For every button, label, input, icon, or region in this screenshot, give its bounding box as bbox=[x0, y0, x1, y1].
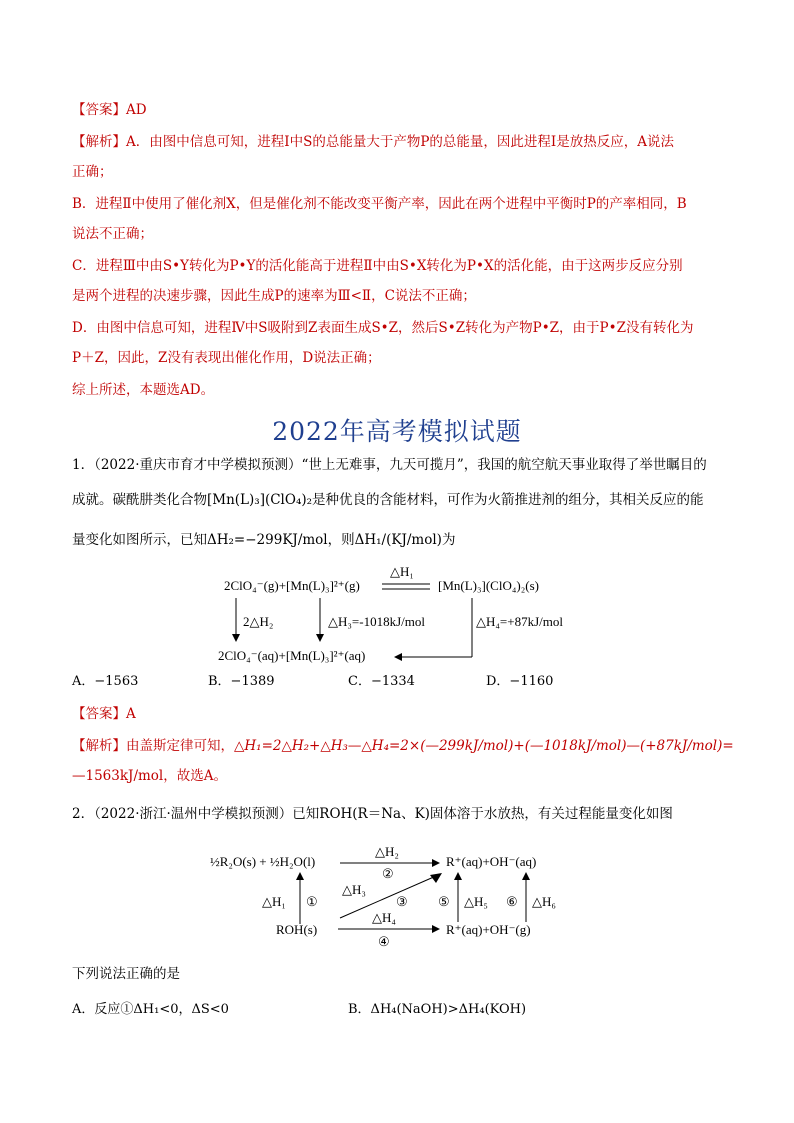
q1-option-c[interactable]: C．−1334 bbox=[348, 674, 415, 689]
q1-dh4-label: △H₄=+87kJ/mol bbox=[476, 614, 563, 629]
q2-circle-1: ① bbox=[306, 894, 318, 909]
q2-bottom-right: R⁺(aq)+OH⁻(g) bbox=[446, 922, 531, 937]
answer-value: AD bbox=[126, 102, 147, 118]
q1-analysis-line-2: —1563kJ/mol，故选A。 bbox=[72, 768, 227, 784]
q2-stem-line-1: 2．（2022·浙江·温州中学模拟预测）已知ROH(R＝Na、K)固体溶于水放热，有关过程能量变化如图 bbox=[72, 806, 673, 822]
q2-stem-line-2: 下列说法正确的是 bbox=[72, 966, 180, 982]
q1-analysis-equation: △H₁=2△H₂+△H₃—△H₄=2×(—299kJ/mol)+(—1018kJ/mol)—(+87kJ/mol)= bbox=[234, 738, 734, 754]
analysis-line-3: B．进程Ⅱ中使用了催化剂X，但是催化剂不能改变平衡产率，因此在两个进程中平衡时P的产率相同，B bbox=[72, 196, 687, 212]
q2-circle-2: ② bbox=[382, 866, 394, 881]
answer-label: 【答案】 bbox=[72, 102, 126, 118]
q1-energy-diagram bbox=[200, 562, 600, 668]
analysis-line-1: 【解析】A．由图中信息可知，进程Ⅰ中S的总能量大于产物P的总能量，因此进程Ⅰ是放热反应，A说法 bbox=[72, 134, 674, 150]
analysis-label: 【解析】 bbox=[72, 134, 126, 150]
q1-stem-line-1: 1．（2022·重庆市育才中学模拟预测）“世上无难事，九天可揽月”，我国的航空航天事业取得了举世瞩目的 bbox=[72, 457, 707, 473]
answer-line bbox=[72, 100, 147, 120]
q1-ask: ΔH₁/(KJ/mol) bbox=[354, 532, 442, 548]
q1-option-a[interactable]: A．−1563 bbox=[72, 674, 139, 689]
q2-dh3-label: △H₃ bbox=[342, 882, 366, 897]
analysis-line-9: 综上所述，本题选AD。 bbox=[72, 382, 215, 398]
q1-dh2-label: 2△H₂ bbox=[243, 614, 274, 629]
q1-answer-value: A bbox=[126, 706, 136, 722]
q2-dh2-label: △H₂ bbox=[375, 844, 399, 859]
q2-circle-5: ⑤ bbox=[438, 894, 450, 909]
q2-top-left: ½R₂O(s) + ½H₂O(l) bbox=[210, 854, 316, 869]
analysis-line-5: C．进程Ⅲ中由S•Y转化为P•Y的活化能高于进程Ⅱ中由S•X转化为P•X的活化能，由于这两步反应分别 bbox=[72, 258, 683, 274]
q1-stem-line-2: 成就。碳酰肼类化合物[Mn(L)₃](ClO₄)₂是种优良的含能材料，可作为火箭推进剂的组分，其相关反应的能 bbox=[72, 492, 704, 508]
q2-dh5-label: △H₅ bbox=[464, 894, 488, 909]
q1-given: ΔH₂=−299KJ/mol bbox=[207, 532, 328, 548]
q1-analysis-label: 【解析】 bbox=[72, 738, 126, 754]
q1-formula: [Mn(L)₃](ClO₄)₂ bbox=[207, 492, 313, 508]
q1-option-d[interactable]: D．−1160 bbox=[486, 674, 554, 689]
q1-stem-line-3: 量变化如图所示，已知ΔH₂=−299KJ/mol，则ΔH₁/(KJ/mol)为 bbox=[72, 532, 456, 548]
q2-dh6-label: △H₆ bbox=[532, 894, 556, 909]
q1-option-b[interactable]: B．−1389 bbox=[208, 674, 275, 689]
q2-circle-3: ③ bbox=[396, 894, 408, 909]
q2-option-a[interactable]: A．反应①ΔH₁<0，ΔS<0 bbox=[72, 1002, 229, 1017]
q1-dh3-label: △H₃=-1018kJ/mol bbox=[328, 614, 425, 629]
q2-bottom-left: ROH(s) bbox=[276, 922, 318, 937]
analysis-line-4: 说法不正确； bbox=[72, 226, 153, 242]
analysis-line-2: 正确； bbox=[72, 164, 113, 180]
q1-answer-label: 【答案】 bbox=[72, 706, 126, 722]
q2-top-right: R⁺(aq)+OH⁻(aq) bbox=[446, 854, 537, 869]
analysis-line-8: P＋Z，因此，Z没有表现出催化作用，D说法正确； bbox=[72, 350, 381, 366]
q2-energy-diagram bbox=[200, 836, 580, 954]
q1-bottom: 2ClO₄⁻(aq)+[Mn(L)₃]²⁺(aq) bbox=[218, 648, 366, 663]
q1-dh1-label: △H₁ bbox=[390, 564, 414, 579]
section-title: 2022年高考模拟试题 bbox=[272, 417, 522, 446]
q1-analysis-line-1: 【解析】由盖斯定律可知，△H₁=2△H₂+△H₃—△H₄=2×(—299kJ/mol)+(—1018kJ/mol)—(+87kJ/mol)= bbox=[72, 738, 734, 754]
q2-circle-4: ④ bbox=[378, 934, 390, 949]
q2-circle-6: ⑥ bbox=[506, 894, 518, 909]
q1-top-left: 2ClO₄⁻(g)+[Mn(L)₃]²⁺(g) bbox=[224, 578, 360, 593]
q1-top-right: [Mn(L)₃](ClO₄)₂(s) bbox=[438, 578, 539, 593]
q2-dh1-label: △H₁ bbox=[262, 894, 286, 909]
q1-answer-line bbox=[72, 704, 136, 724]
analysis-line-6: 是两个进程的决速步骤，因此生成P的速率为Ⅲ<Ⅱ，C说法不正确； bbox=[72, 288, 476, 304]
analysis-line-7: D．由图中信息可知，进程Ⅳ中S吸附到Z表面生成S•Z，然后S•Z转化为产物P•Z，由于P•Z没有转化为 bbox=[72, 320, 694, 336]
q2-dh4-label: △H₄ bbox=[372, 910, 396, 925]
q2-option-b[interactable]: B．ΔH₄(NaOH)>ΔH₄(KOH) bbox=[348, 1002, 527, 1017]
